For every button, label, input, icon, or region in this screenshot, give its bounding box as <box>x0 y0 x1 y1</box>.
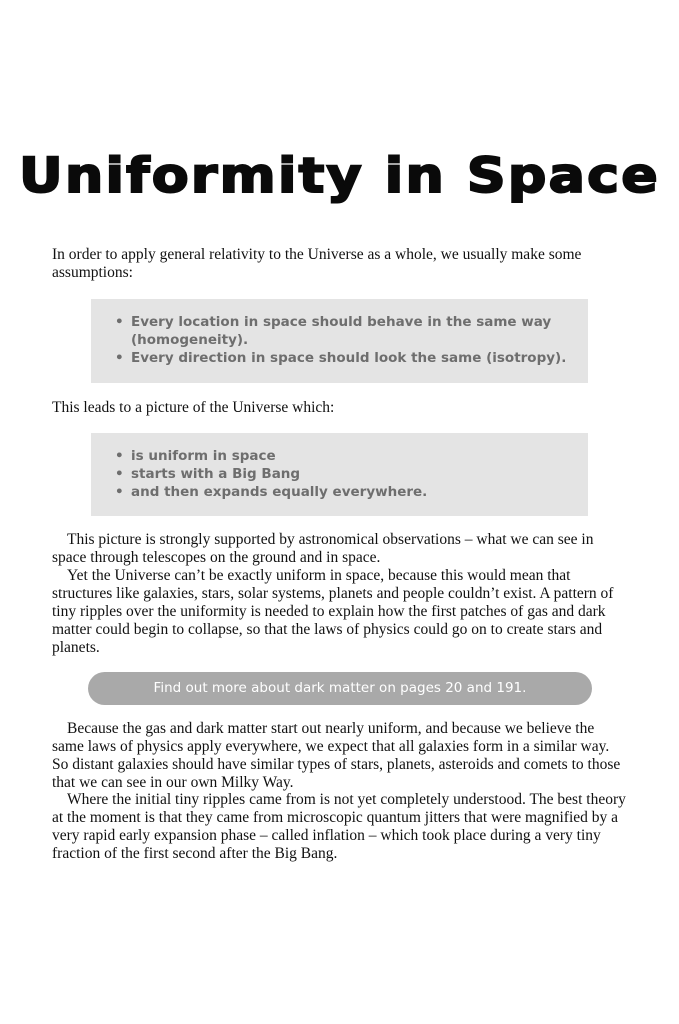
body-paragraph-3: Because the gas and dark matter start out nearly uniform, and because we believe the same laws of physics apply everywhere, we expect that all galaxies form in a similar way. So distant galaxies should have similar types of stars, planets, asteroids and comets to those that we can see in our own Milky Way. <box>52 720 621 791</box>
list-item: • Every location in space should behave in the same way (homogeneity). <box>115 313 568 349</box>
picture-points-box <box>91 433 588 516</box>
assumptions-box <box>91 299 588 383</box>
page-title: Uniformity in Space <box>19 148 660 204</box>
intro-paragraph: In order to apply general relativity to the Universe as a whole, we usually make some assumptions: <box>52 246 582 281</box>
body-paragraph-1: This picture is strongly supported by astronomical observations – what we can see in space through telescopes on the ground and in space. <box>52 531 594 566</box>
list-item: • Every direction in space should look the same (isotropy). <box>115 349 568 367</box>
body-paragraph-2: Yet the Universe can’t be exactly uniform in space, because this would mean that structures like galaxies, stars, solar systems, planets and people couldn’t exist. A pattern of tiny ripples over the uniformity is needed to explain how the first patches of gas and dark matter could begin to collapse, so that the laws of physics could go on to create stars and planets. <box>52 567 614 656</box>
leads-paragraph: This leads to a picture of the Universe which: <box>52 399 335 416</box>
body-paragraph-4: Where the initial tiny ripples came from is not yet completely understood. The best theory at the moment is that they came from microscopic quantum jitters that were magnified by a very rapid early expansion phase – called inflation – which took place during a very tiny fraction of the first second after the Big Bang. <box>52 791 626 862</box>
assumptions-list <box>115 313 568 367</box>
picture-points-list <box>115 447 568 501</box>
list-item: • starts with a Big Bang <box>115 465 568 483</box>
cross-reference-banner: Find out more about dark matter on pages 20 and 191. <box>88 672 592 705</box>
list-item: • and then expands equally everywhere. <box>115 483 568 501</box>
list-item: • is uniform in space <box>115 447 568 465</box>
